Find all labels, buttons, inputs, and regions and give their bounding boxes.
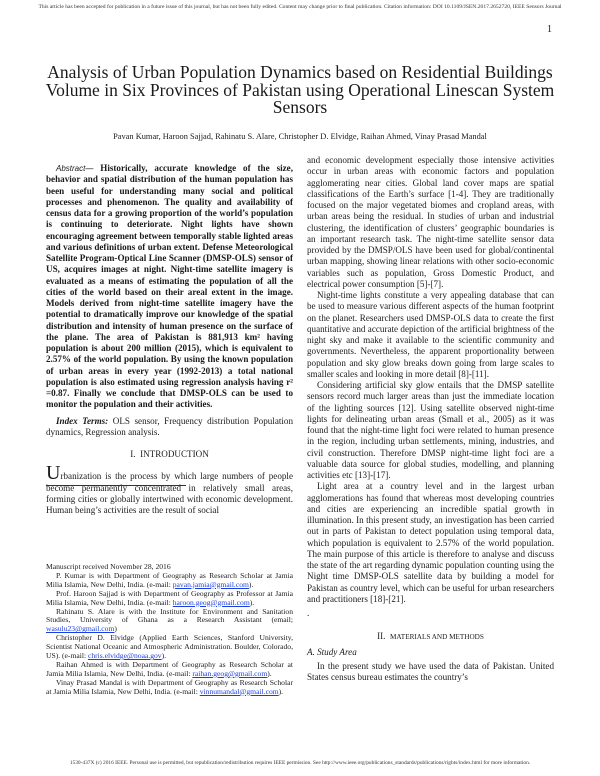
authors-b: Christopher D. Elvidge, Raihan Ahmed, Vinay Prasad Mandal <box>276 132 487 141</box>
paragraph: and economic development especially those intensive activities occur in urban areas with economic factors and population agglomerating near cities. Global land cover maps are spatial classifications of the Earth’s surface [1-4]. They are traditionally focused on the major vegetated biomes and cropland areas, with urban areas being the residual. In studies of urban and industrial clustering, the identification of clusters’ geographic boundaries is an important research task. The night-time satellite sensor data provided by the DMSP/OLS have been used for global/continental urban mapping, showing linear relations with other socio-economic variables such as population, Gross Domestic Product, and electrical power consumption [5]-[7]. <box>307 155 554 289</box>
section-title: INTRODUCTION <box>140 449 209 459</box>
email-link[interactable]: wasulu23@gmail.com <box>46 624 115 634</box>
author-footnote <box>46 590 293 608</box>
footnote-text: Christopher D. Elvidge (Applied Earth Sciences, Stanford University, Scientist National Oceanic and Atmospheric Administration. Boulder, Colorado, US). (e-mail: <box>46 633 293 661</box>
email-link[interactable]: raihan.geog@gmail.com <box>192 668 268 678</box>
stray-dot: . <box>307 608 310 618</box>
section-number: I. <box>130 449 136 459</box>
paragraph: Considering artificial sky glow entails that the DMSP satellite sensors record much larger areas than just the immediate location of the lighting sources [12]. Using satellite observed night-time lights for delineating urban areas (Small et al., 2005) as it was found that the night-time light foci were related to human presence in the region, including urban settlements, mining, industries, and civil construction. Therefore DMSP night-time light foci are a valuable data source for global studies, modelling, and planning activities etc [13]-[17]. <box>307 380 554 480</box>
page-number: 1 <box>547 24 552 35</box>
footnote-end: ). <box>278 686 284 696</box>
footnote-text: Vinay Prasad Mandal is with Department of Geography as Research Scholar at Jamia Milia Islamia, New Delhi, India. (e-mail: <box>46 677 293 696</box>
author-footnote <box>46 634 293 661</box>
index-terms-text: OLS sensor, Frequency distribution Population dynamics, Regression analysis. <box>46 415 294 437</box>
email-link[interactable]: haroon.geog@gmail.com <box>172 597 250 607</box>
author-footnote <box>46 661 293 679</box>
footnote-text: Rahinatu S. Alare is with the Institute for Environment and Sanitation Studies, University of Ghana as a Research Assistant (email; <box>46 606 293 625</box>
paragraph: Light area at a country level and in the largest urban agglomerations has found that whereas most developing countries and cities are experiencing an incredible spatial growth in illumination. In this present study, an investigation has been carried out in parts of Pakistan to detect population using temporal data, which population is equivalent to 2.57% of the world population. The main purpose of this article is therefore to analyse and discuss the state of the art regarding dynamic population counting using the Night time DMSP-OLS satellite data by building a model for Pakistan as country level, which can be useful for urban researchers and practitioners [18]-[21]. <box>307 481 554 604</box>
drop-cap: U <box>46 462 61 485</box>
authors-sep: , <box>274 132 277 141</box>
author-footnote <box>46 608 293 635</box>
footnote-text: Prof. Haroon Sajjad is with Department of Geography as Professor at Jamia Milia Islamia, New Delhi, India. (e-mail: <box>46 588 293 607</box>
publication-notice: This article has been accepted for publication in a future issue of this journal, but has not been fully edited. Content may change prior to final publication. Citation information: DOI 10.1109/JSEN.2017.2652720, IEEE Sensors Journal <box>38 4 562 10</box>
section-title: MATERIALS AND METHODS <box>390 633 484 642</box>
footnote-end: ). <box>161 651 167 661</box>
footnote-text: P. Kumar is with Department of Geography as Research Scholar at Jamia Milia Islamia, New Delhi, India. (e-mail: <box>46 570 293 589</box>
footnote-divider <box>46 485 186 486</box>
abstract-label: Abstract— <box>56 164 94 173</box>
footnote-end: ). <box>248 579 254 589</box>
footnote-end: ). <box>267 668 272 678</box>
footnote-end: ) <box>114 624 117 634</box>
author-footnote <box>46 679 293 697</box>
abstract-text: Historically, accurate knowledge of the size, behavior and spatial distribution of the human population has been useful for understanding many social and political processes and phenomenon. The quality and availability of census data for a growing proportion of the world’s population is continuing to deteriorate. Night lights have shown encouraging agreement between temporally stable lighted areas and various definitions of urban extent. Defense Meteorological Satellite Program-Optical Line Scanner (DMSP-OLS) sensor of US, acquires images at night. Night-time satellite imagery is evaluated as a means of estimating the population of all the cities of the world based on their areal extent in the image. Models derived from night-time satellite imagery have the potential to dramatically improve our knowledge of the spatial distribution and intensity of human presence on the surface of the plane. The area of Pakistan is 881,913 km² having population is about 200 million (2015), which is equivalent to 2.57% of the world population. By using the known population of urban areas in every year (1992-2013) a total national population is also estimated using regression analysis having r² =0.87. Finally we conclude that DMSP-OLS can be used to monitor the population and their activities. <box>46 163 293 410</box>
author-footnote <box>46 572 293 590</box>
intro-text: rbanization is the process by which large numbers of people become permanently concentrated in relatively small areas, forming cities or globally intertwined with economic development. Human being’s activities are the result of social <box>46 471 293 515</box>
subsection-heading: A. Study Area <box>307 646 357 657</box>
manuscript-received: Manuscript received November 28, 2016 <box>46 562 171 571</box>
section-heading-materials <box>307 631 554 643</box>
copyright-footer: 1530-437X (c) 2016 IEEE. Personal use is permitted, but republication/redistribution requires IEEE permission. See http://www.ieee.org/publications_standards/publications/rights/index.html for more information. <box>69 760 531 766</box>
intro-paragraph <box>46 462 293 516</box>
paragraph: In the present study we have used the data of Pakistan. United States census bureau estimates the country’s <box>307 660 554 682</box>
section-heading-introduction <box>46 449 293 460</box>
footnote-text: Raihan Ahmed is with Department of Geography as Research Scholar at Jamia Milia Islamia, New Delhi, India. (e-mail: <box>46 659 293 678</box>
authors-a: Pavan Kumar, Haroon Sajjad, Rahinatu S. Alare <box>113 132 275 141</box>
email-link[interactable]: chris.elvidge@noaa.gov <box>87 651 162 661</box>
right-column <box>307 155 554 683</box>
index-terms <box>46 416 293 439</box>
paragraph: Night-time lights constitute a very appealing database that can be used to measure various different aspects of the human footprint on the planet. Researchers used DMSP-OLS data to create the first quantitative and accurate depiction of the artificial brightness of the night sky and make it available to the scientific community and governments. Nevertheless, the apparent proportionality between population and sky glow breaks down going from large scales to smaller scales and looking in more detail [8]-[11]. <box>307 290 554 379</box>
section-number: II. <box>377 631 386 642</box>
author-list <box>40 132 560 141</box>
email-link[interactable]: pavan.jamia@gmail.com <box>172 579 249 589</box>
footnotes <box>46 563 293 697</box>
email-link[interactable]: vinnumandal@gmail.com <box>199 686 279 696</box>
footnote-end: ). <box>249 597 255 607</box>
abstract <box>46 163 293 516</box>
paper-title: Analysis of Urban Population Dynamics based on Residential Buildings Volume in Six Provinces of Pakistan using Operational Linescan System Sensors <box>45 62 555 117</box>
index-terms-label: Index Terms: <box>56 415 109 426</box>
